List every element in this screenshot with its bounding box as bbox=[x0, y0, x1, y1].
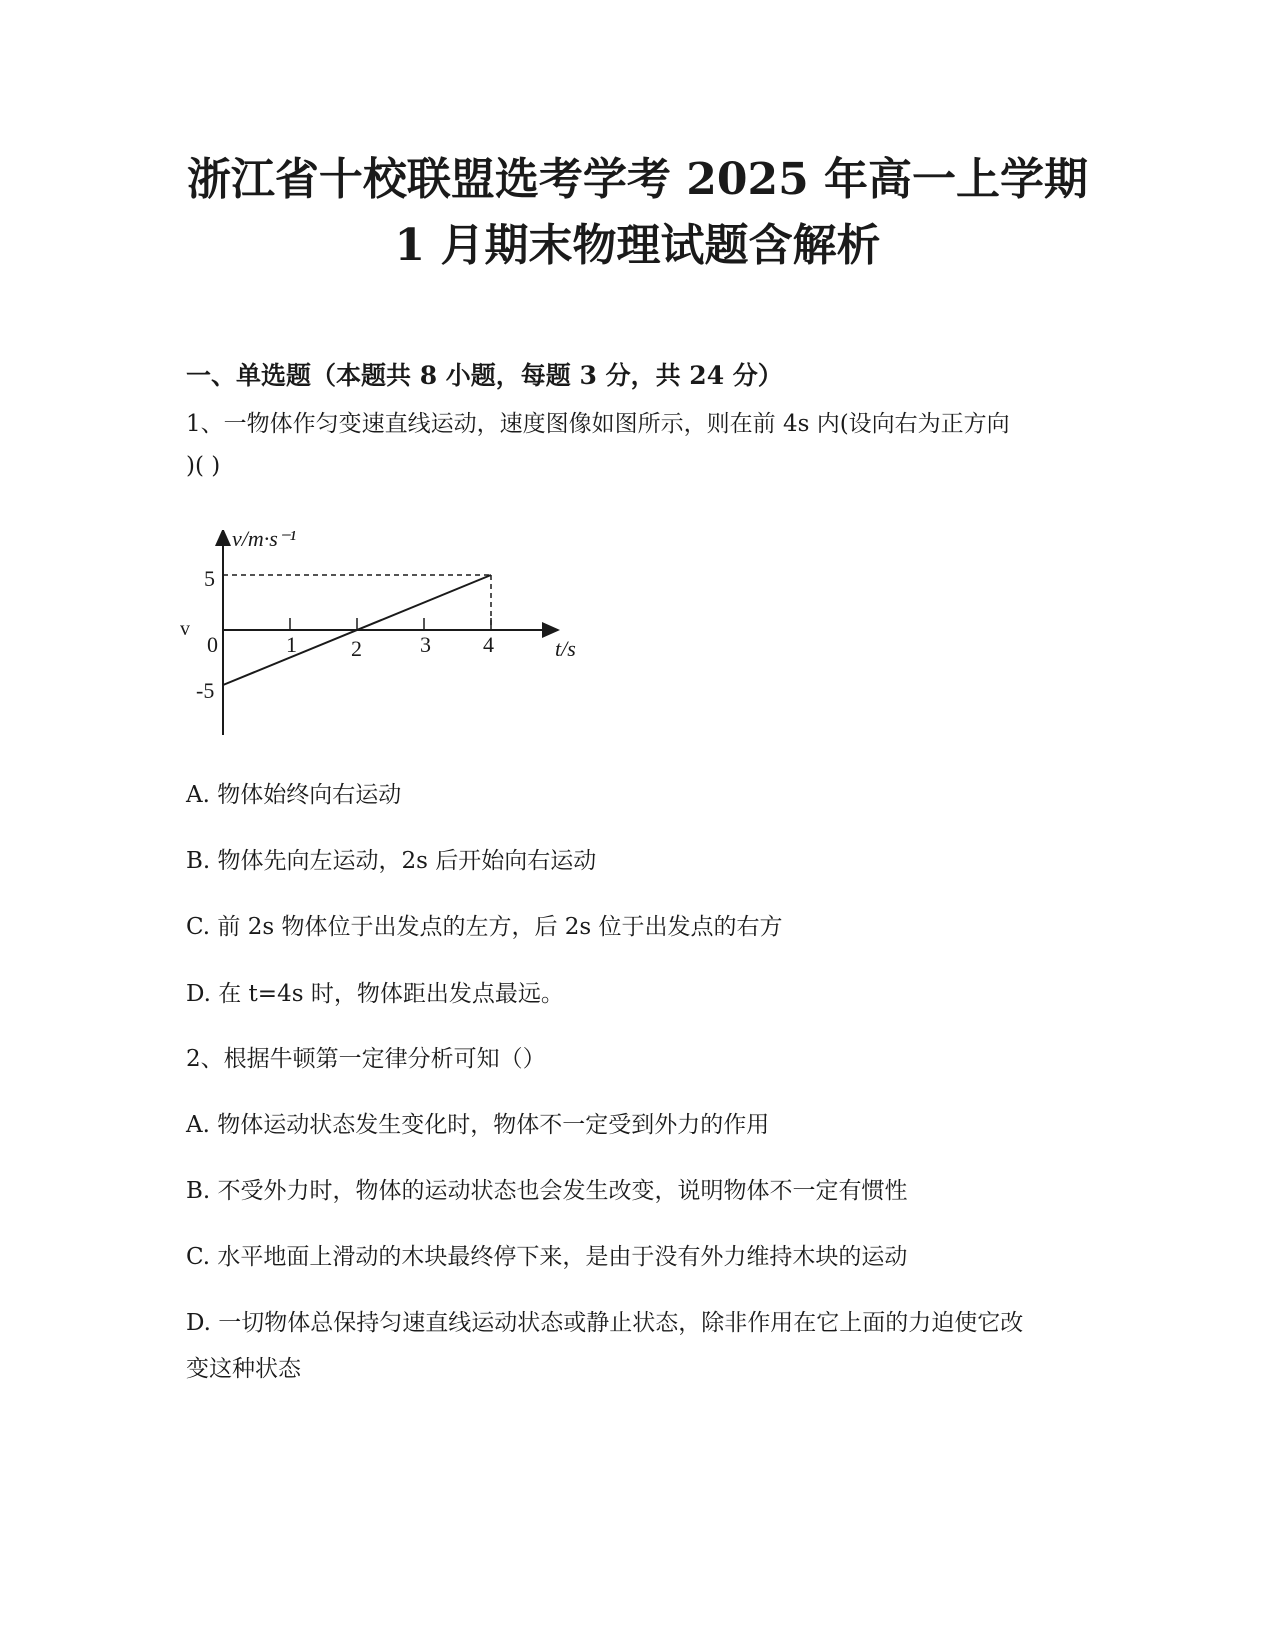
side-label: v bbox=[180, 618, 190, 640]
question-2-option-d-line1: D. 一切物体总保持匀速直线运动状态或静止状态，除非作用在它上面的力迫使它改 bbox=[186, 1310, 1024, 1336]
question-2-option-b: B. 不受外力时，物体的运动状态也会发生改变，说明物体不一定有惯性 bbox=[186, 1178, 908, 1204]
question-1-option-d: D. 在 t=4s 时，物体距出发点最远。 bbox=[186, 981, 564, 1007]
x-tick-label-4: 4 bbox=[483, 632, 494, 657]
question-2-option-a: A. 物体运动状态发生变化时，物体不一定受到外力的作用 bbox=[186, 1112, 770, 1138]
page-title-line1: 浙江省十校联盟选考学考 2025 年高一上学期 bbox=[186, 154, 1089, 205]
x-ticks bbox=[290, 618, 491, 630]
section-heading: 一、单选题（本题共 8 小题，每题 3 分，共 24 分） bbox=[186, 361, 783, 390]
question-1-option-a: A. 物体始终向右运动 bbox=[186, 782, 402, 808]
x-tick-label-1: 1 bbox=[286, 632, 297, 657]
question-1-stem-line1: 1、一物体作匀变速直线运动，速度图像如图所示，则在前 4s 内(设向右为正方向 bbox=[186, 411, 1010, 437]
page-title-line2: 1 月期末物理试题含解析 bbox=[394, 220, 881, 271]
x-axis-label: t/s bbox=[555, 636, 576, 661]
velocity-time-chart bbox=[180, 530, 620, 780]
origin-label: 0 bbox=[207, 632, 218, 657]
y-tick-label-neg5: -5 bbox=[196, 678, 215, 703]
question-2-stem: 2、根据牛顿第一定律分析可知（） bbox=[186, 1046, 546, 1072]
question-1-option-b: B. 物体先向左运动，2s 后开始向右运动 bbox=[186, 848, 597, 874]
question-2-option-d-line2: 变这种状态 bbox=[186, 1356, 301, 1382]
question-1-stem-line2: )( ) bbox=[186, 453, 221, 479]
question-2-option-c: C. 水平地面上滑动的木块最终停下来，是由于没有外力维持木块的运动 bbox=[186, 1244, 908, 1270]
question-1-option-c: C. 前 2s 物体位于出发点的左方，后 2s 位于出发点的右方 bbox=[186, 914, 783, 940]
y-tick-label-5: 5 bbox=[204, 566, 215, 591]
x-tick-label-3: 3 bbox=[420, 632, 431, 657]
x-tick-label-2: 2 bbox=[351, 636, 362, 661]
y-axis-label: v/m·s⁻¹ bbox=[232, 530, 297, 551]
